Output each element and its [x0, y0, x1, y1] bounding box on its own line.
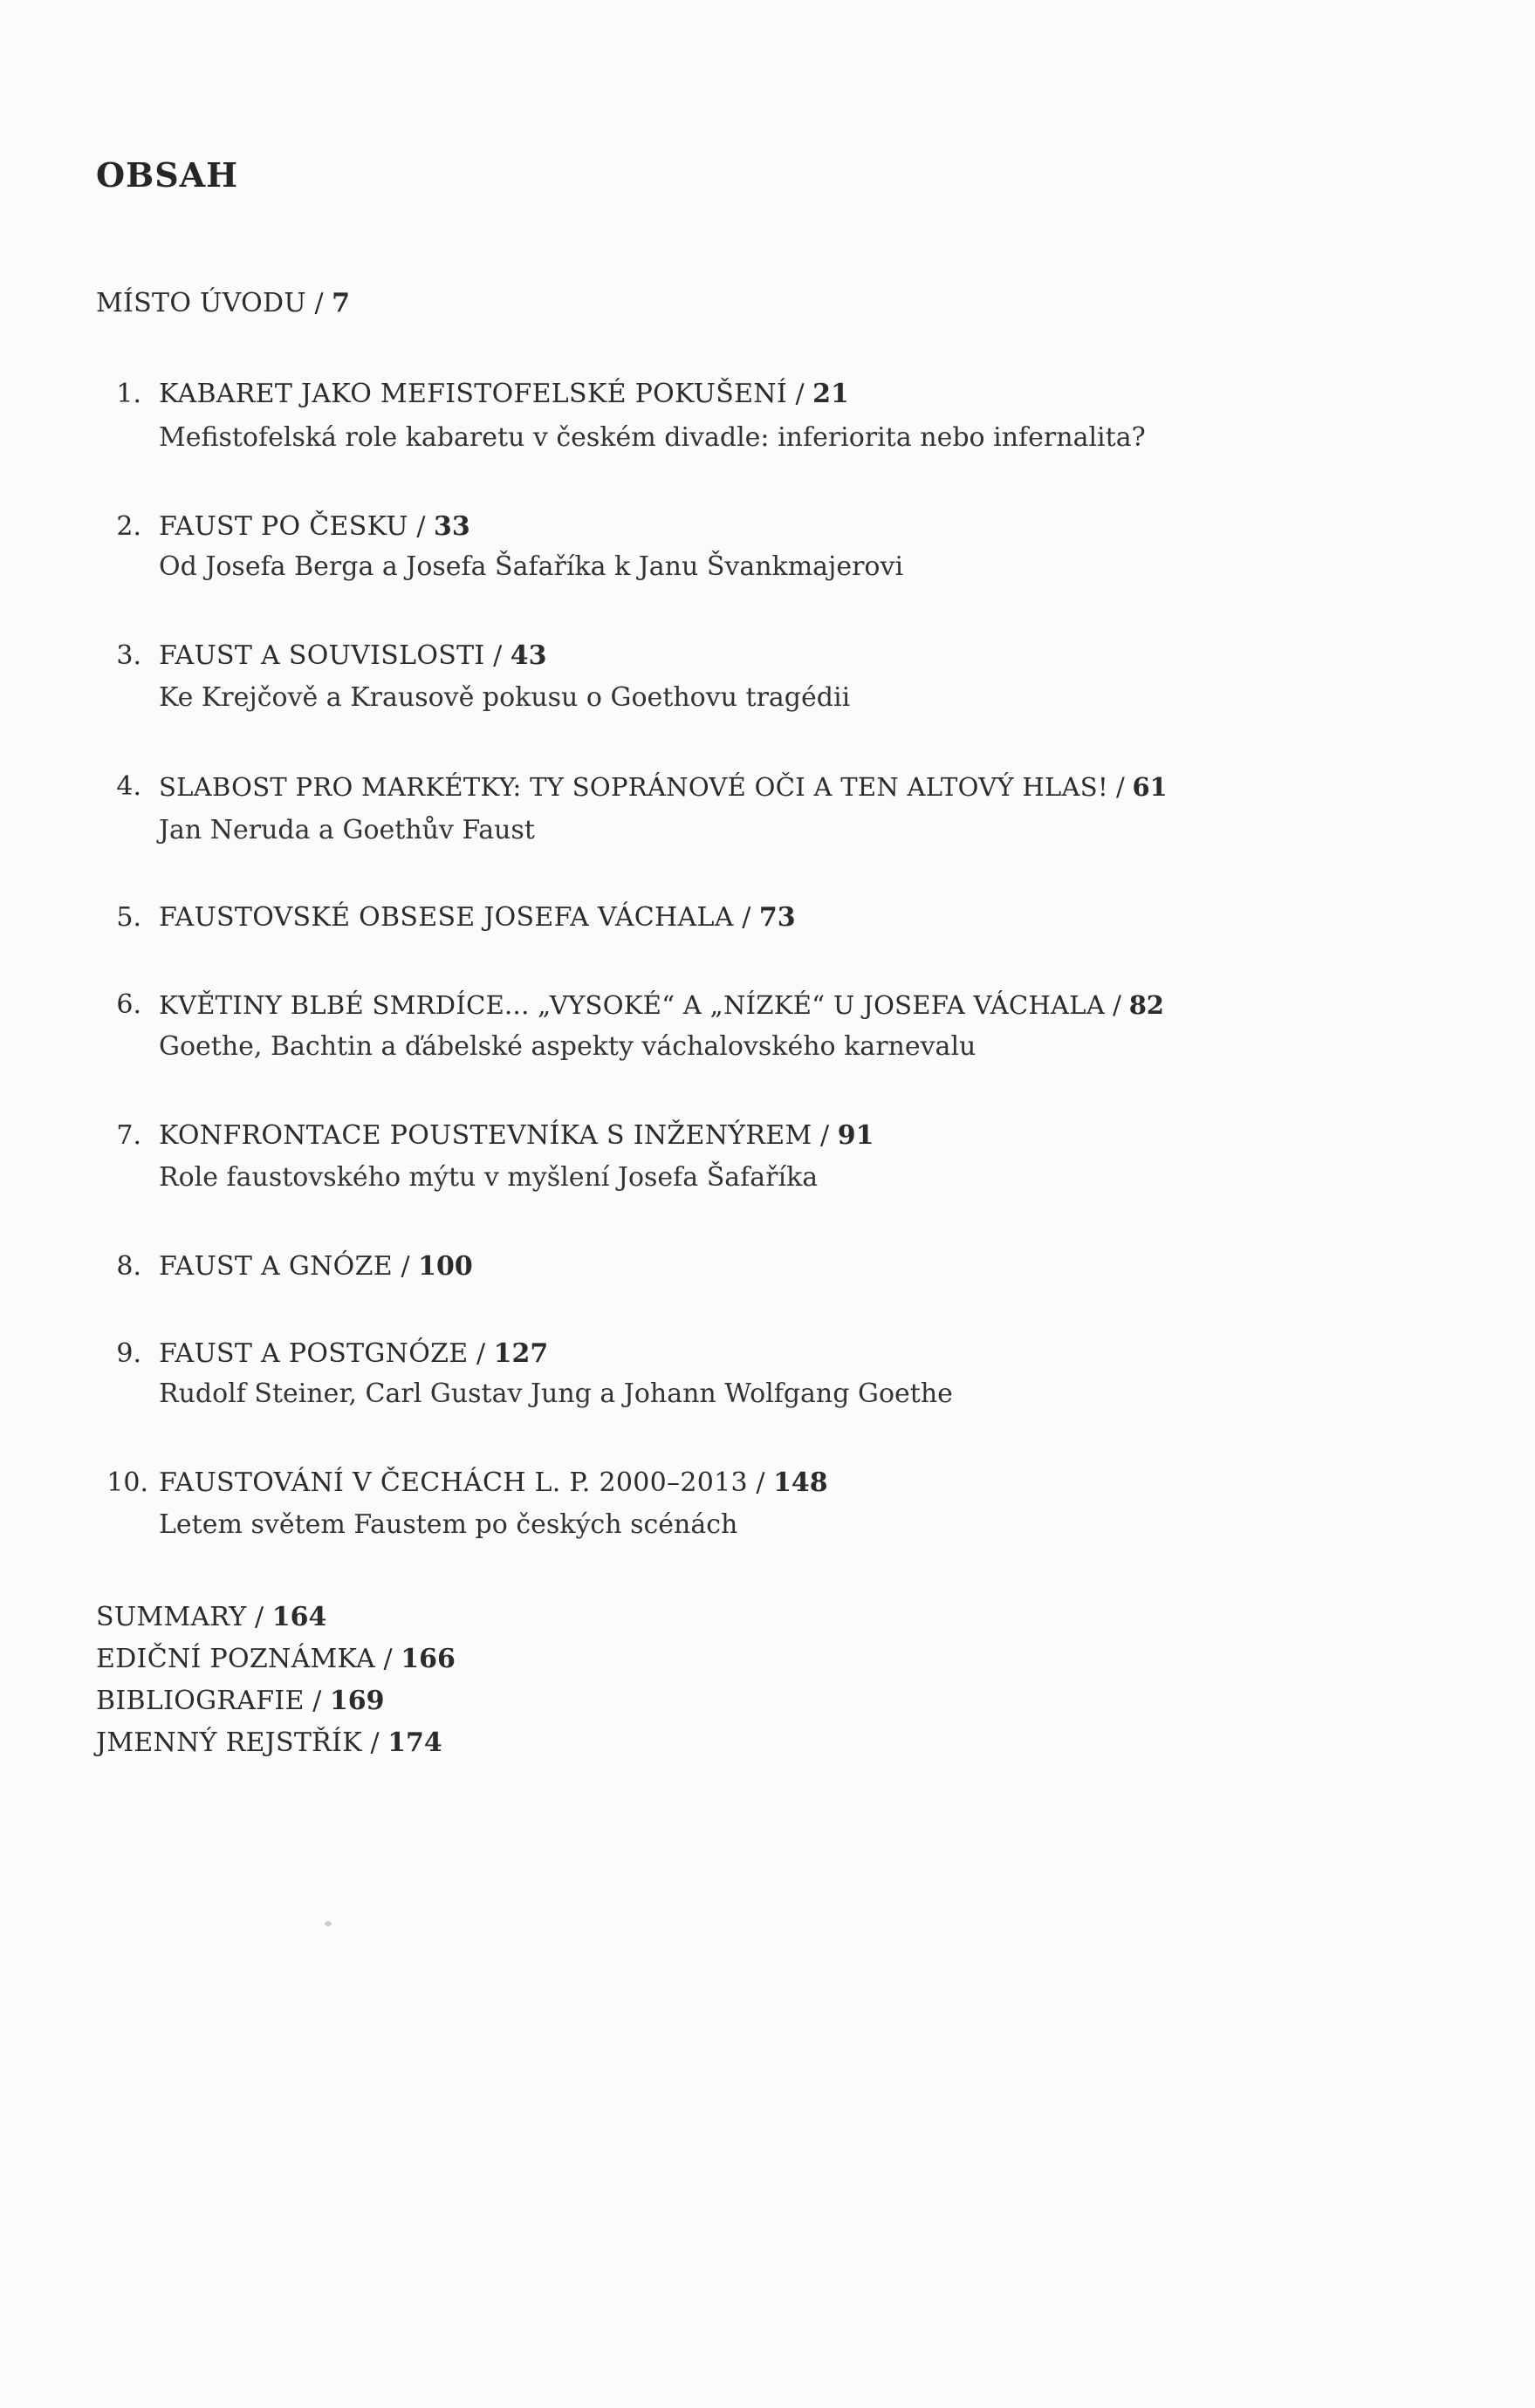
- entry-title: FAUST A GNÓZE: [159, 1251, 393, 1282]
- entry-title: EDIČNÍ POZNÁMKA: [96, 1644, 376, 1674]
- entry-separator: /: [408, 511, 434, 542]
- chapter-subtitle: Rudolf Steiner, Carl Gustav Jung a Johann Wolfgang Goethe: [159, 1378, 953, 1409]
- chapter-subtitle: Letem světem Faustem po českých scénách: [159, 1509, 738, 1540]
- entry-title: KONFRONTACE POUSTEVNÍKA S INŽENÝREM: [159, 1120, 812, 1151]
- entry-title: BIBLIOGRAFIE: [96, 1686, 305, 1716]
- chapter-subtitle: Goethe, Bachtin a ďábelské aspekty váchalovského karnevalu: [159, 1031, 977, 1062]
- chapter-number: 2.: [116, 511, 141, 542]
- entry-page-number: 33: [434, 511, 470, 542]
- entry-title: FAUST A POSTGNÓZE: [159, 1338, 469, 1369]
- entry-title: SLABOST PRO MARKÉTKY: TY SOPRÁNOVÉ OČI A TEN ALTOVÝ HLAS!: [159, 772, 1108, 802]
- entry-separator: /: [786, 379, 813, 409]
- toc-entry-chapter-4: [159, 770, 1168, 804]
- chapter-number: 9.: [116, 1338, 141, 1369]
- toc-entry-editorial-note: [96, 1642, 456, 1677]
- entry-separator: /: [375, 1644, 401, 1674]
- entry-title: KVĚTINY BLBÉ SMRDÍCE... „VYSOKÉ“ A „NÍZKÉ“ U JOSEFA VÁCHALA: [159, 990, 1106, 1020]
- entry-separator: /: [304, 1686, 330, 1716]
- entry-separator: /: [1105, 990, 1129, 1020]
- entry-title: FAUSTOVÁNÍ V ČECHÁCH L. P. 2000–2013: [159, 1467, 748, 1498]
- entry-separator: /: [1107, 772, 1133, 802]
- chapter-subtitle: Jan Neruda a Goethův Faust: [159, 815, 535, 845]
- chapter-subtitle: Od Josefa Berga a Josefa Šafaříka k Janu Švankmajerovi: [159, 551, 904, 582]
- entry-separator: /: [361, 1727, 388, 1758]
- entry-separator: /: [812, 1120, 838, 1151]
- entry-separator: /: [484, 640, 511, 671]
- toc-entry-chapter-3: [159, 639, 547, 674]
- entry-page-number: 61: [1132, 772, 1168, 802]
- toc-entry-chapter-9: [159, 1337, 548, 1372]
- toc-entry-summary: [96, 1600, 326, 1635]
- entry-page-number: 100: [418, 1251, 473, 1282]
- page-title: OBSAH: [96, 155, 239, 195]
- toc-entry-name-index: [96, 1726, 442, 1761]
- toc-entry-chapter-10: [159, 1466, 828, 1501]
- chapter-subtitle: Mefistofelská role kabaretu v českém divadle: inferiorita nebo infernalita?: [159, 422, 1146, 453]
- chapter-number: 7.: [116, 1120, 141, 1151]
- entry-title: FAUST A SOUVISLOSTI: [159, 640, 485, 671]
- entry-page-number: 21: [812, 379, 849, 409]
- entry-page-number: 166: [401, 1644, 456, 1674]
- toc-entry-chapter-2: [159, 510, 470, 544]
- chapter-number: 1.: [116, 379, 141, 409]
- entry-page-number: 73: [758, 902, 796, 933]
- chapter-subtitle: Ke Krejčově a Krausově pokusu o Goethovu tragédii: [159, 682, 851, 713]
- toc-entry-intro: [96, 286, 350, 321]
- entry-title: SUMMARY: [96, 1602, 247, 1632]
- scan-speck: [325, 1921, 332, 1926]
- toc-entry-chapter-7: [159, 1118, 874, 1153]
- toc-entry-chapter-6: [159, 988, 1164, 1023]
- chapter-number: 4.: [116, 771, 141, 802]
- toc-entry-bibliography: [96, 1684, 385, 1719]
- chapter-number: 10.: [106, 1467, 148, 1498]
- chapter-number: 6.: [116, 989, 141, 1020]
- entry-title: FAUSTOVSKÉ OBSESE JOSEFA VÁCHALA: [159, 902, 734, 933]
- entry-separator: /: [747, 1467, 774, 1498]
- entry-page-number: 7: [332, 288, 350, 318]
- chapter-number: 8.: [116, 1251, 141, 1282]
- entry-page-number: 91: [837, 1120, 874, 1151]
- entry-separator: /: [733, 902, 759, 933]
- entry-title: MÍSTO ÚVODU: [96, 288, 306, 318]
- toc-entry-chapter-8: [159, 1249, 473, 1284]
- entry-title: JMENNÝ REJSTŘÍK: [96, 1727, 362, 1758]
- entry-page-number: 164: [271, 1602, 327, 1632]
- entry-page-number: 174: [387, 1727, 442, 1758]
- entry-page-number: 43: [510, 640, 547, 671]
- entry-separator: /: [305, 288, 332, 318]
- toc-entry-chapter-5: [159, 900, 796, 935]
- chapter-number: 5.: [116, 902, 141, 933]
- entry-page-number: 82: [1128, 990, 1164, 1020]
- chapter-number: 3.: [116, 640, 141, 671]
- entry-title: FAUST PO ČESKU: [159, 511, 408, 542]
- chapter-subtitle: Role faustovského mýtu v myšlení Josefa Šafaříka: [159, 1162, 819, 1193]
- entry-separator: /: [246, 1602, 272, 1632]
- entry-page-number: 169: [329, 1686, 385, 1716]
- entry-title: KABARET JAKO MEFISTOFELSKÉ POKUŠENÍ: [159, 379, 787, 409]
- toc-entry-chapter-1: [159, 377, 849, 412]
- entry-page-number: 148: [773, 1467, 828, 1498]
- entry-separator: /: [392, 1251, 419, 1282]
- entry-page-number: 127: [493, 1338, 549, 1369]
- entry-separator: /: [468, 1338, 494, 1369]
